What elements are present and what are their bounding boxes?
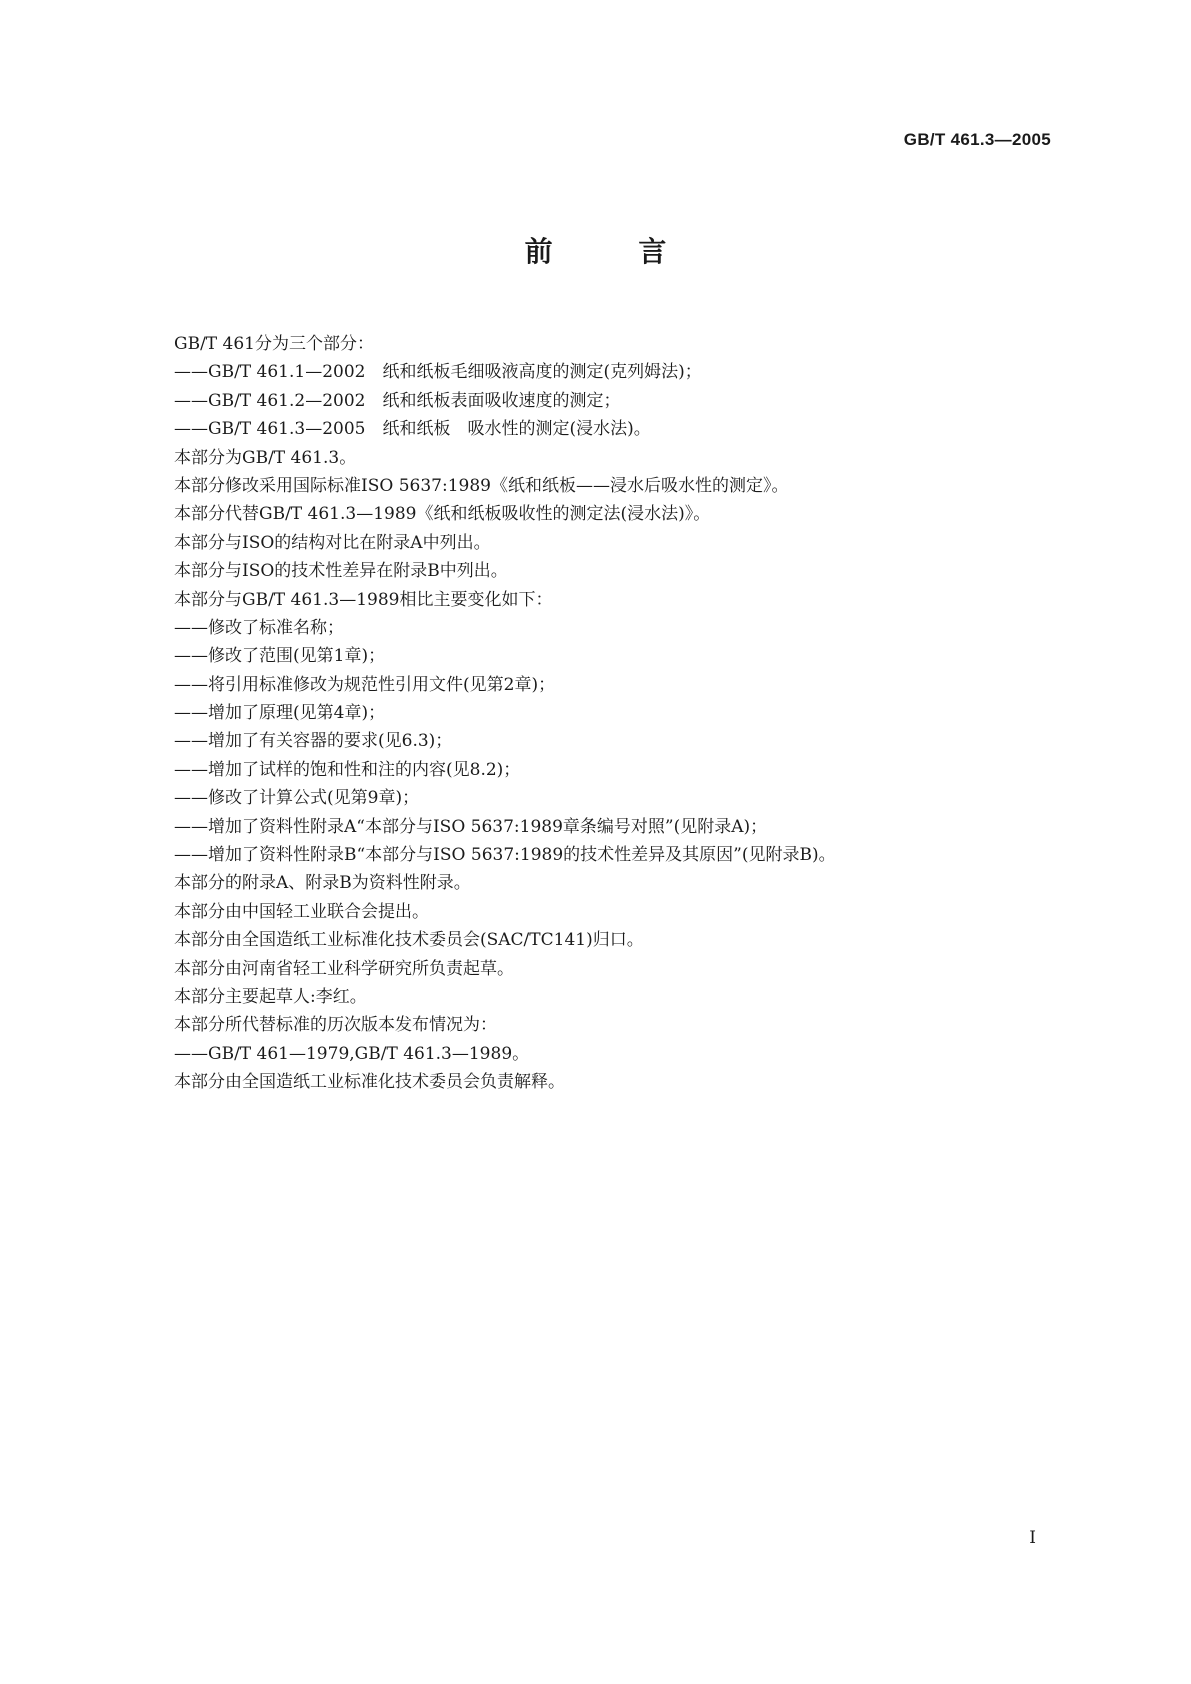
foreword-line: ——GB/T 461.2—2002 纸和纸板表面吸收速度的测定； — [174, 390, 621, 411]
page-number: I — [1029, 1528, 1036, 1548]
foreword-line: ——增加了资料性附录A“本部分与ISO 5637:1989章条编号对照”(见附录A)； — [174, 816, 768, 837]
foreword-line: ——增加了有关容器的要求(见6.3)； — [174, 731, 453, 752]
foreword-line: ——修改了标准名称； — [174, 617, 344, 638]
foreword-line: ——GB/T 461.1—2002 纸和纸板毛细吸液高度的测定(克列姆法)； — [174, 362, 702, 383]
foreword-line: 本部分由全国造纸工业标准化技术委员会负责解释。 — [174, 1072, 565, 1093]
foreword-line: GB/T 461分为三个部分： — [174, 334, 374, 354]
foreword-line: 本部分由河南省轻工业科学研究所负责起草。 — [174, 958, 514, 979]
foreword-line: 本部分的附录A、附录B为资料性附录。 — [174, 873, 471, 894]
foreword-line: ——修改了范围(见第1章)； — [174, 646, 386, 667]
foreword-line: 本部分代替GB/T 461.3—1989《纸和纸板吸收性的测定法(浸水法)》。 — [174, 504, 711, 525]
foreword-line: 本部分为GB/T 461.3。 — [174, 447, 357, 468]
foreword-line: 本部分由中国轻工业联合会提出。 — [174, 901, 429, 922]
foreword-body — [174, 330, 1054, 1097]
foreword-line: 本部分修改采用国际标准ISO 5637:1989《纸和纸板——浸水后吸水性的测定》。 — [174, 475, 789, 496]
foreword-line: ——增加了原理(见第4章)； — [174, 703, 386, 724]
foreword-line: ——增加了资料性附录B“本部分与ISO 5637:1989的技术性差异及其原因”(见附录B)。 — [174, 845, 836, 866]
foreword-line: 本部分由全国造纸工业标准化技术委员会(SAC/TC141)归口。 — [174, 930, 644, 951]
standard-number: GB/T 461.3—2005 — [903, 130, 1051, 149]
foreword-line: ——GB/T 461.3—2005 纸和纸板 吸水性的测定(浸水法)。 — [174, 419, 651, 440]
foreword-line: 本部分与ISO的技术性差异在附录B中列出。 — [174, 561, 508, 582]
foreword-line: ——GB/T 461—1979,GB/T 461.3—1989。 — [174, 1043, 530, 1064]
foreword-line: 本部分与ISO的结构对比在附录A中列出。 — [174, 532, 491, 553]
foreword-line: ——将引用标准修改为规范性引用文件(见第2章)； — [174, 674, 556, 695]
foreword-line: ——修改了计算公式(见第9章)； — [174, 788, 420, 809]
page-title: 前 言 — [524, 235, 705, 268]
foreword-line: 本部分与GB/T 461.3—1989相比主要变化如下： — [174, 589, 553, 610]
foreword-line: ——增加了试样的饱和性和注的内容(见8.2)； — [174, 759, 521, 780]
foreword-line: 本部分所代替标准的历次版本发布情况为： — [174, 1015, 497, 1036]
foreword-line: 本部分主要起草人:李红。 — [174, 986, 367, 1007]
